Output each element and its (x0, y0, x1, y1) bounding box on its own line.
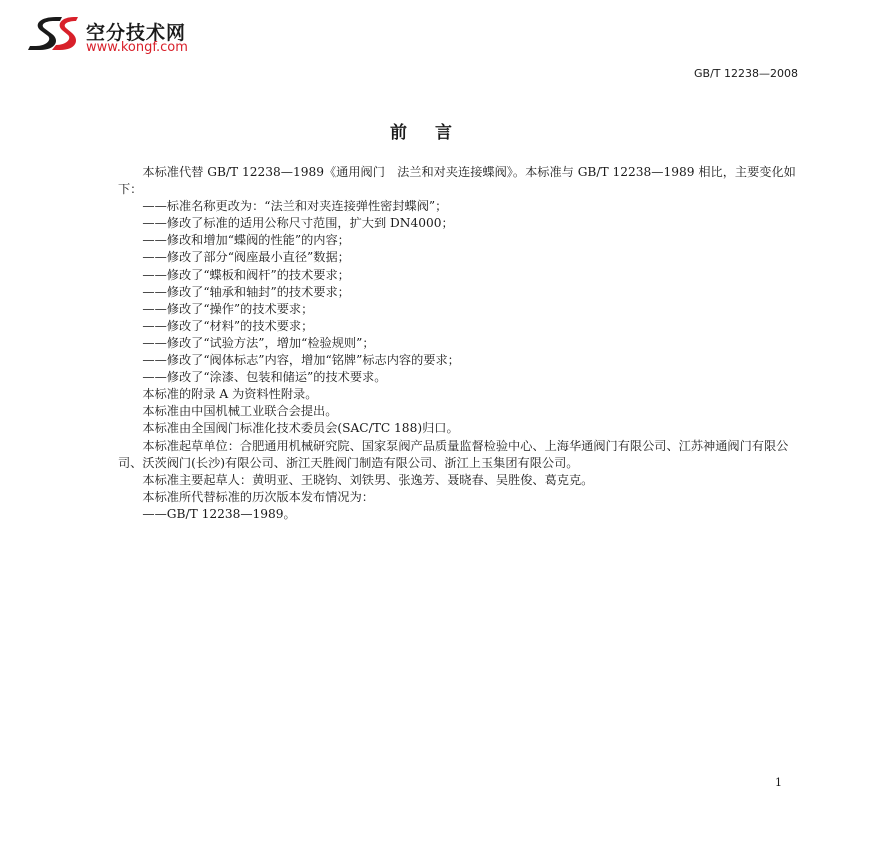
paragraph-drafters: 本标准主要起草人：黄明亚、王晓钧、刘铁男、张逸芳、聂晓春、吴胜俊、葛克克。 (142, 472, 594, 487)
change-item: ——标准名称更改为：“法兰和对夹连接弹性密封蝶阀”； (142, 199, 448, 214)
change-item: ——修改和增加“蝶阀的性能”的内容； (142, 233, 350, 248)
logo-mark-icon (26, 14, 82, 52)
history-item: ——GB/T 12238—1989。 (142, 506, 296, 521)
page-number: 1 (775, 776, 782, 789)
standard-number: GB/T 12238—2008 (694, 67, 798, 80)
change-item: ——修改了“蝶板和阀杆”的技术要求； (142, 267, 350, 282)
site-logo (26, 14, 266, 54)
change-item: ——修改了“试验方法”，增加“检验规则”； (142, 335, 375, 350)
foreword-body (118, 164, 798, 523)
paragraph-intro: 本标准代替 GB/T 12238—1989《通用阀门 法兰和对夹连接蝶阀》。本标准与 GB/T 12238—1989 相比，主要变化如下： (118, 165, 796, 197)
change-item: ——修改了部分“阀座最小直径”数据； (142, 250, 350, 265)
change-item: ——修改了“材料”的技术要求； (142, 318, 314, 333)
change-item: ——修改了标准的适用公称尺寸范围，扩大到 DN4000； (142, 216, 454, 231)
page-title: 前言 (390, 123, 480, 143)
paragraph-appendix: 本标准的附录 A 为资料性附录。 (142, 387, 318, 402)
paragraph-committee: 本标准由全国阀门标准化技术委员会(SAC/TC 188)归口。 (142, 421, 459, 436)
paragraph-proposer: 本标准由中国机械工业联合会提出。 (142, 404, 338, 419)
paragraph-drafting-units: 本标准起草单位：合肥通用机械研究院、国家泵阀产品质量监督检验中心、上海华通阀门有限公司、江苏神通阀门有限公司、沃茨阀门(长沙)有限公司、浙江天胜阀门制造有限公司、浙江上玉集团有限公司。 (118, 438, 789, 470)
change-item: ——修改了“涂漆、包装和储运”的技术要求。 (142, 370, 387, 385)
change-item: ——修改了“轴承和轴封”的技术要求； (142, 284, 350, 299)
change-item: ——修改了“操作”的技术要求； (142, 301, 314, 316)
logo-url[interactable]: www.kongf.com (86, 40, 188, 55)
paragraph-history: 本标准所代替标准的历次版本发布情况为： (142, 489, 374, 504)
logo-title: 空分技术网 (86, 22, 187, 44)
change-item: ——修改了“阀体标志”内容，增加“铭牌”标志内容的要求； (142, 353, 460, 368)
